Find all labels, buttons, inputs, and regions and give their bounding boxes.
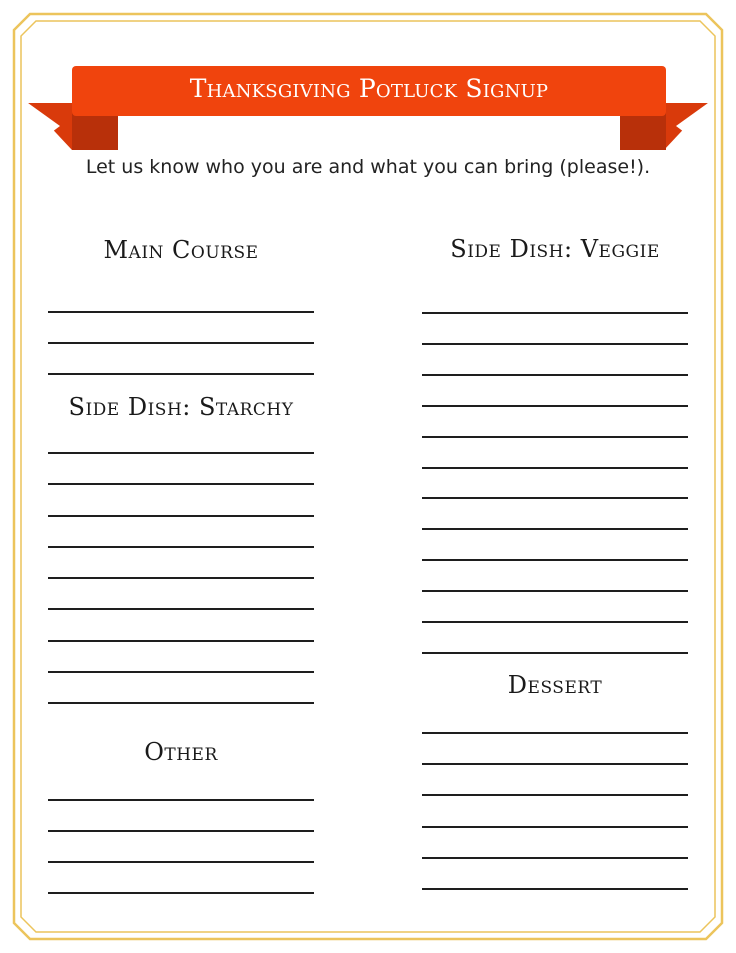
blank-line xyxy=(48,342,314,344)
blank-line xyxy=(422,888,688,890)
blank-line xyxy=(48,546,314,548)
blank-line xyxy=(422,621,688,623)
blank-line xyxy=(422,405,688,407)
title-banner xyxy=(0,0,736,160)
heading-other: Other xyxy=(144,738,218,766)
blank-line xyxy=(422,312,688,314)
blank-line xyxy=(422,590,688,592)
blank-line xyxy=(48,483,314,485)
blank-line xyxy=(48,861,314,863)
blank-line xyxy=(422,732,688,734)
blank-line xyxy=(48,515,314,517)
blank-line xyxy=(48,452,314,454)
blank-line xyxy=(422,467,688,469)
blank-line xyxy=(422,436,688,438)
blank-line xyxy=(48,799,314,801)
intro-text: Let us know who you are and what you can bring (please!). xyxy=(85,156,651,178)
blank-line xyxy=(422,652,688,654)
heading-dessert: Dessert xyxy=(507,671,603,699)
blank-line xyxy=(48,671,314,673)
blank-line xyxy=(422,763,688,765)
heading-main-course: Main Course xyxy=(103,236,259,264)
blank-line xyxy=(422,343,688,345)
blank-line xyxy=(422,497,688,499)
page-title: Thanksgiving Potluck Signup xyxy=(189,73,549,103)
blank-line xyxy=(48,608,314,610)
blank-line xyxy=(48,577,314,579)
blank-line xyxy=(422,374,688,376)
left-fold xyxy=(72,112,118,150)
blank-line xyxy=(48,640,314,642)
heading-side-veggie: Side Dish: Veggie xyxy=(450,235,660,263)
heading-side-starchy: Side Dish: Starchy xyxy=(68,393,294,421)
blank-line xyxy=(48,702,314,704)
blank-line xyxy=(422,794,688,796)
blank-line xyxy=(48,311,314,313)
blank-line xyxy=(48,830,314,832)
right-fold xyxy=(620,112,666,150)
blank-line xyxy=(422,559,688,561)
blank-line xyxy=(422,857,688,859)
blank-line xyxy=(48,373,314,375)
blank-line xyxy=(422,826,688,828)
blank-line xyxy=(48,892,314,894)
blank-line xyxy=(422,528,688,530)
